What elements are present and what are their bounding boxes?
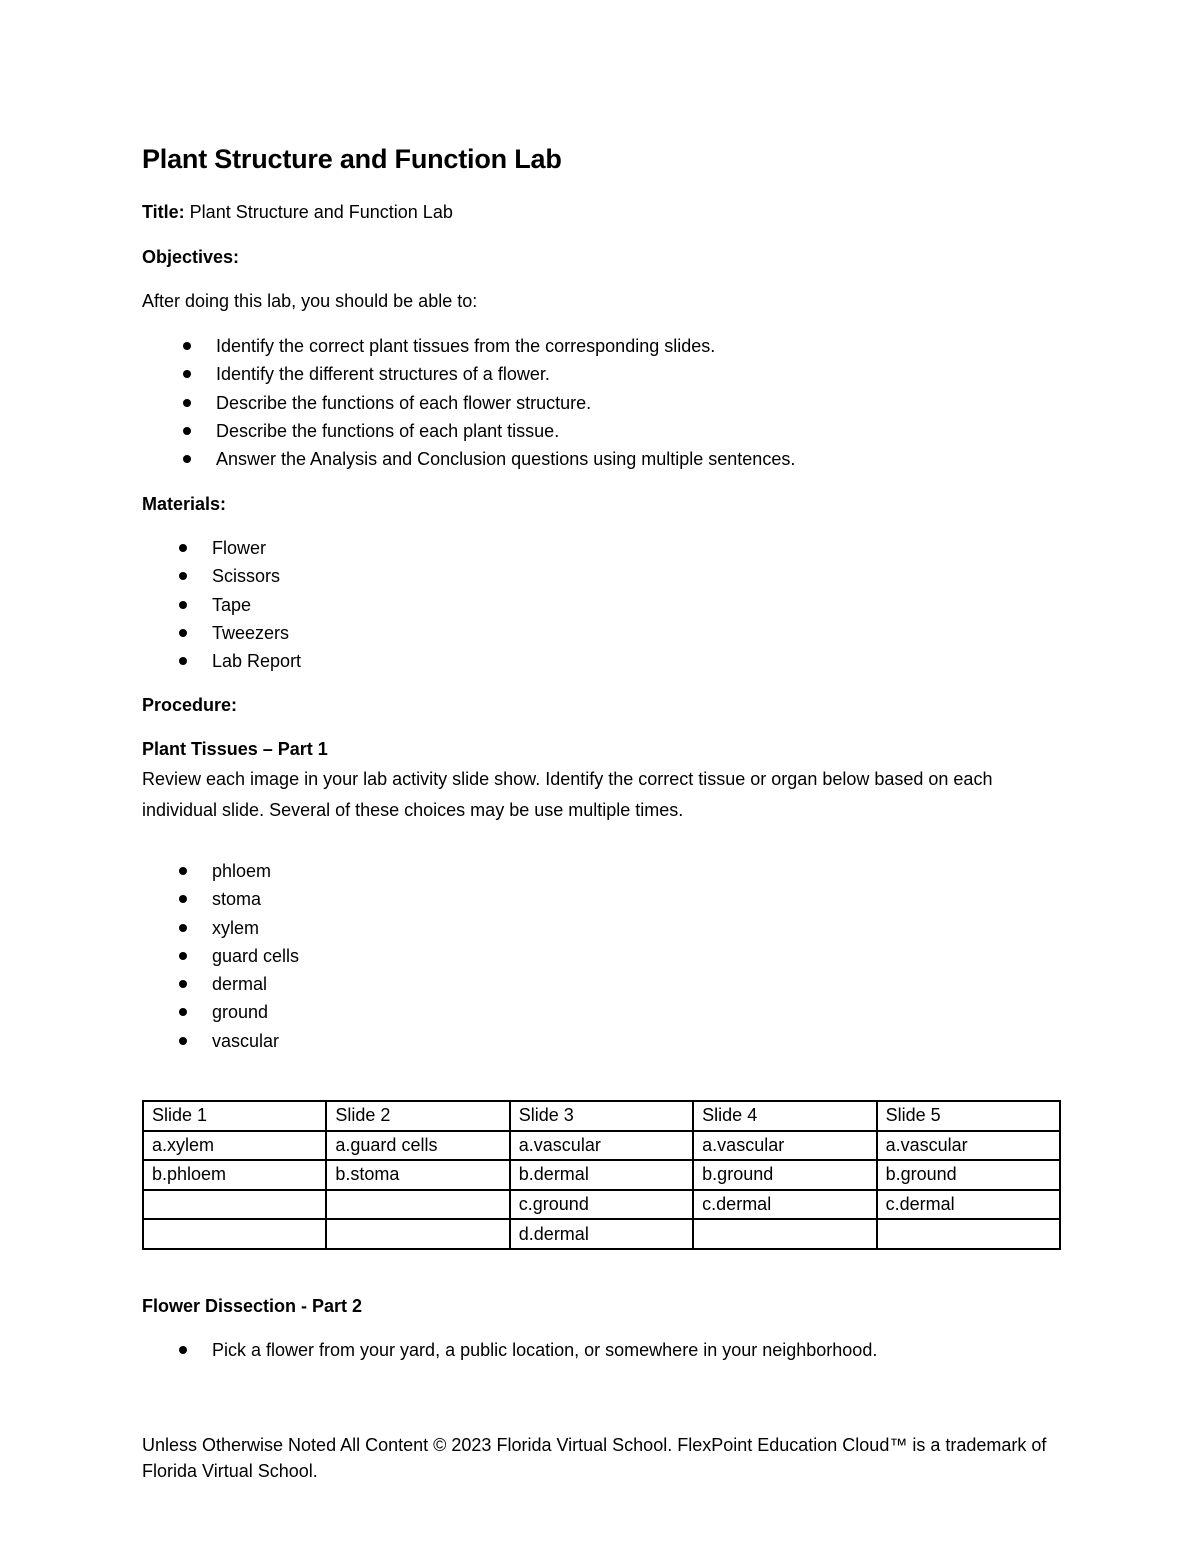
list-item: Describe the functions of each flower structure.	[216, 389, 795, 417]
table-cell: b.ground	[877, 1160, 1060, 1190]
list-item: Identify the different structures of a flower.	[216, 360, 795, 388]
list-item: Answer the Analysis and Conclusion questions using multiple sentences.	[216, 445, 795, 473]
list-item: Lab Report	[212, 647, 301, 675]
table-cell: a.vascular	[877, 1131, 1060, 1161]
list-item: Identify the correct plant tissues from the corresponding slides.	[216, 332, 795, 360]
list-item: guard cells	[212, 942, 299, 970]
footer-copyright: Unless Otherwise Noted All Content © 2023 Florida Virtual School. FlexPoint Education Cloud™ is a trademark of Florida Virtual School.	[142, 1435, 1047, 1481]
objectives-intro: After doing this lab, you should be able to:	[142, 291, 478, 311]
table-cell: d.dermal	[510, 1219, 693, 1249]
objectives-heading: Objectives:	[142, 247, 240, 267]
title-line	[142, 200, 453, 224]
procedure-heading: Procedure:	[142, 695, 238, 715]
table-cell	[326, 1219, 509, 1249]
table-cell	[877, 1219, 1060, 1249]
table-header-cell: Slide 1	[143, 1101, 326, 1131]
table-header-cell: Slide 3	[510, 1101, 693, 1131]
table-cell: b.dermal	[510, 1160, 693, 1190]
table-cell: a.guard cells	[326, 1131, 509, 1161]
list-item: stoma	[212, 885, 299, 913]
table-row	[143, 1190, 1060, 1220]
table-cell: a.xylem	[143, 1131, 326, 1161]
table-cell	[143, 1190, 326, 1220]
table-cell: a.vascular	[510, 1131, 693, 1161]
table-cell: b.stoma	[326, 1160, 509, 1190]
table-header-row	[143, 1101, 1060, 1131]
list-item: Tweezers	[212, 619, 301, 647]
materials-list	[212, 534, 301, 675]
list-item: dermal	[212, 970, 299, 998]
table-cell: c.dermal	[693, 1190, 876, 1220]
table-cell: c.ground	[510, 1190, 693, 1220]
table-cell	[326, 1190, 509, 1220]
document-heading: Plant Structure and Function Lab	[142, 144, 562, 174]
part1-instructions: Review each image in your lab activity slide show. Identify the correct tissue or organ below based on each individual slide. Several of these choices may be use multiple times.	[142, 769, 993, 820]
list-item: vascular	[212, 1027, 299, 1055]
table-row	[143, 1219, 1060, 1249]
materials-heading: Materials:	[142, 494, 227, 514]
title-value: Plant Structure and Function Lab	[184, 202, 453, 222]
table-cell: b.ground	[693, 1160, 876, 1190]
table-cell: a.vascular	[693, 1131, 876, 1161]
list-item: Flower	[212, 534, 301, 562]
table-header-cell: Slide 2	[326, 1101, 509, 1131]
table-header-cell: Slide 4	[693, 1101, 876, 1131]
table-row	[143, 1160, 1060, 1190]
list-item: xylem	[212, 914, 299, 942]
table-row	[143, 1131, 1060, 1161]
table-cell	[143, 1219, 326, 1249]
slides-table	[142, 1100, 1061, 1250]
tissue-choices-list	[212, 857, 299, 1055]
list-item: ground	[212, 998, 299, 1026]
list-item: Tape	[212, 591, 301, 619]
list-item: Pick a flower from your yard, a public location, or somewhere in your neighborhood.	[212, 1336, 877, 1364]
part1-heading: Plant Tissues – Part 1	[142, 739, 328, 759]
table-cell: b.phloem	[143, 1160, 326, 1190]
list-item: Describe the functions of each plant tissue.	[216, 417, 795, 445]
title-label: Title:	[142, 202, 185, 222]
table-cell	[693, 1219, 876, 1249]
list-item: phloem	[212, 857, 299, 885]
list-item: Scissors	[212, 562, 301, 590]
part2-heading: Flower Dissection - Part 2	[142, 1296, 363, 1316]
objectives-list	[216, 332, 795, 473]
table-cell: c.dermal	[877, 1190, 1060, 1220]
part2-steps-list	[212, 1336, 877, 1364]
table-header-cell: Slide 5	[877, 1101, 1060, 1131]
